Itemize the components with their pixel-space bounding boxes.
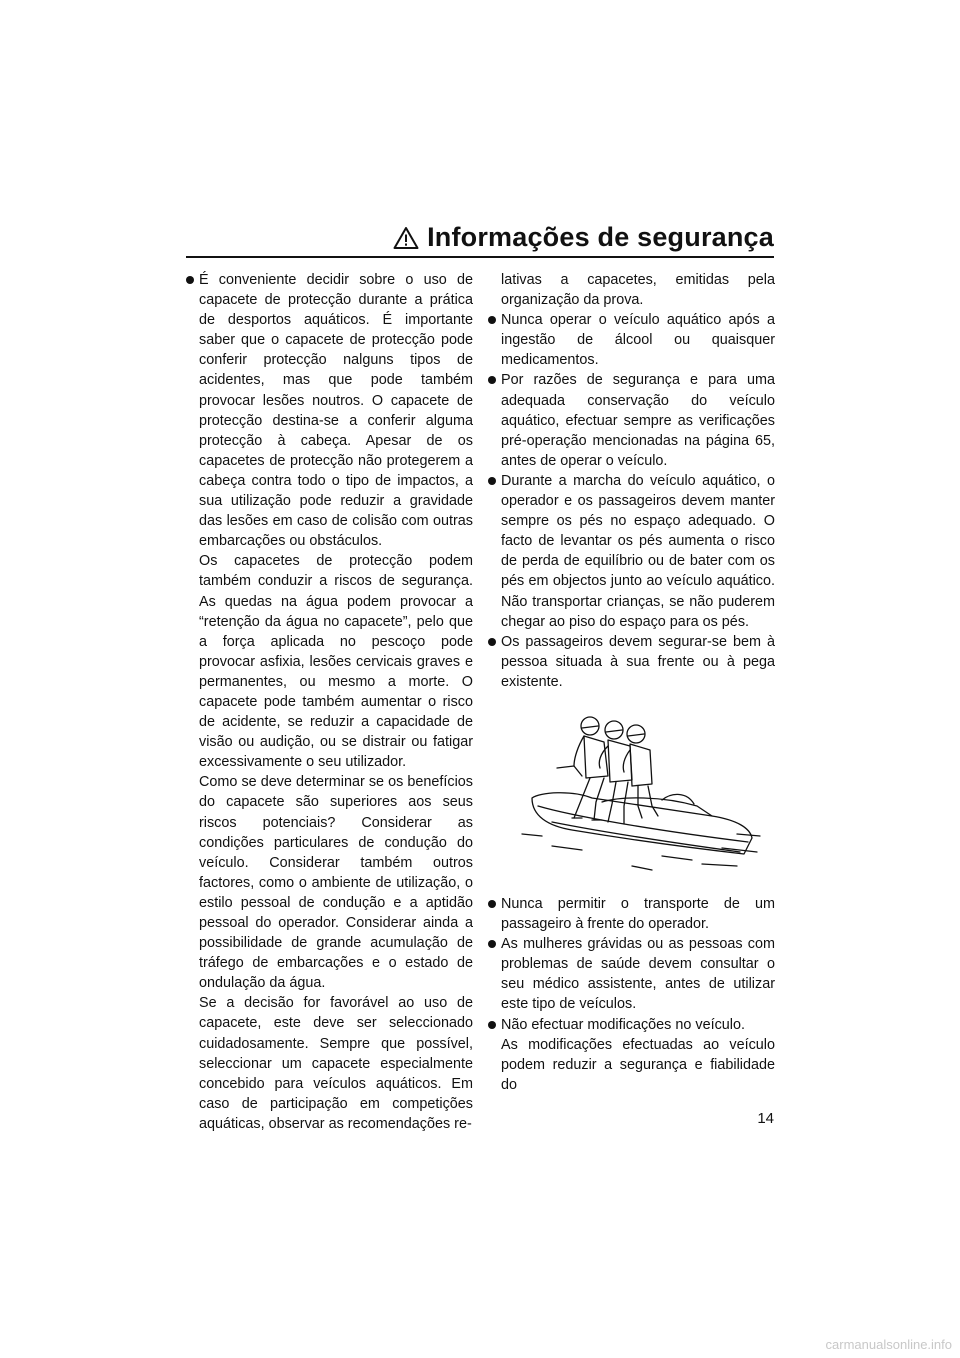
footer-watermark: carmanualsonline.info xyxy=(825,1337,952,1352)
bullet-helmet-decision: É conveniente decidir sobre o uso de capacete de protecção durante a prática de desportos aquáticos. É importante saber que o capacete de protecção pode conferir protecção nalguns tipos de acidentes, mas que pode também provocar lesões noutros. O capacete de protecção destina-se a conferir alguma protecção à cabeça. Apesar de os capacetes de protecção não protegerem a cabeça contra todo o tipo de impactos, a sua utilização pode reduzir a gravidade das lesões em caso de colisão com outras embarcações ou obstáculos. xyxy=(186,270,473,551)
left-column xyxy=(186,270,473,1134)
bullet-no-modifications: Não efectuar modificações no veículo. xyxy=(488,1015,775,1035)
bullet-feet-position: Durante a marcha do veículo aquático, o operador e os passageiros devem manter sempre os pés no espaço adequado. O facto de levantar os pés aumenta o risco de perda de equilíbrio ou de bater com os pés em objectos junto ao veículo aquático. Não transportar crianças, se não puderem chegar ao piso do espaço para os pés. xyxy=(488,471,775,632)
paragraph-modifications: As modificações efectuadas ao veículo podem reduzir a segurança e fiabilidade do xyxy=(501,1036,775,1093)
watercraft-riders-illustration xyxy=(512,706,762,884)
header-rule xyxy=(186,256,774,258)
bullet-no-alcohol: Nunca operar o veículo aquático após a ingestão de álcool ou quaisquer medicamentos. xyxy=(488,310,775,370)
section-title xyxy=(393,222,774,253)
page-number: 14 xyxy=(757,1110,774,1127)
page-header xyxy=(186,222,774,258)
warning-triangle-icon xyxy=(393,226,419,250)
bullet-no-front-passenger: Nunca permitir o transporte de um passageiro à frente do operador. xyxy=(488,894,775,934)
bullet-passengers-hold: Os passageiros devem segurar-se bem à pessoa situada à sua frente ou à pega existente. xyxy=(488,632,775,692)
bullet-health-conditions: As mulheres grávidas ou as pessoas com problemas de saúde devem consultar o seu médico assistente, antes de utilizar este tipo de veículos. xyxy=(488,934,775,1014)
paragraph-helmet-selection: Se a decisão for favorável ao uso de capacete, este deve ser seleccionado cuidadosamente. Sempre que possível, seleccionar um capacete especialmente concebido para veículos aquáticos. Em caso de participação em competições aquáticas, observar as recomendações re- xyxy=(199,995,473,1132)
section-title-text: Informações de segurança xyxy=(427,222,774,252)
right-column xyxy=(488,270,775,1095)
paragraph-helmet-risks: Os capacetes de protecção podem também conduzir a riscos de segurança. As quedas na água podem provocar a “retenção da água no capacete”, pelo que a força aplicada no pescoço pode provocar asfixia, lesões cervicais graves e permanentes, ou mesmo a morte. O capacete pode também aumentar o risco de acidente, se reduzir a capacidade de visão ou audição, ou se distrair ou fatigar excessivamente o seu utilizador. xyxy=(199,553,473,771)
paragraph-helmet-benefits: Como se deve determinar se os benefícios do capacete são superiores aos seus riscos potenciais? Considerar as condições particulares de condução do veículo. Considerar também outros factores, como o ambiente de utilização, o estilo pessoal de condução e a aptidão pessoal do operador. Considerar ainda a possibilidade de grande acumulação de tráfego de embarcações e o estado de ondulação da água. xyxy=(199,774,473,992)
paragraph-continuation: lativas a capacetes, emitidas pela organização da prova. xyxy=(501,272,775,309)
bullet-pre-operation-checks: Por razões de segurança e para uma adequada conservação do veículo aquático, efectuar sempre as verificações pré-operação mencionadas na página 65, antes de operar o veículo. xyxy=(488,370,775,470)
